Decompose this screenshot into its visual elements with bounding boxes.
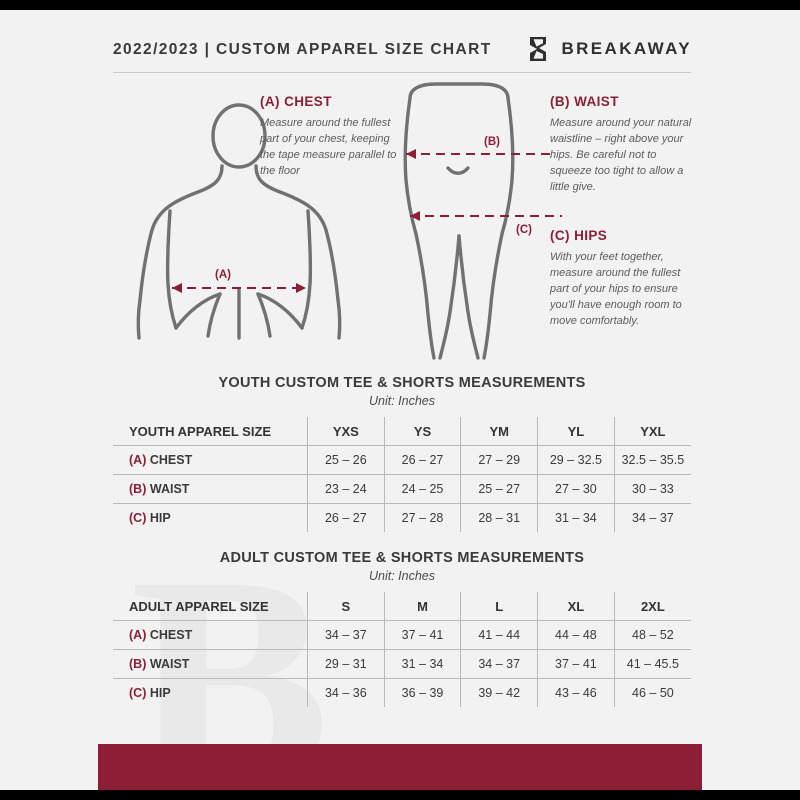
adult-r2-c1: 36 – 39 bbox=[384, 679, 461, 708]
adult-row-2-name: HIP bbox=[149, 686, 171, 700]
youth-row-0-name: CHEST bbox=[149, 453, 193, 467]
adult-r1-c3: 37 – 41 bbox=[538, 650, 615, 679]
adult-table-unit: Unit: Inches bbox=[368, 569, 435, 583]
youth-col-4: YXL bbox=[614, 417, 691, 446]
adult-row-0-tag: (A) bbox=[129, 628, 147, 642]
youth-r2-c3: 31 – 34 bbox=[538, 504, 615, 533]
youth-col-2: YM bbox=[461, 417, 538, 446]
callout-hips-title: (C) HIPS bbox=[550, 228, 608, 243]
header-divider bbox=[113, 72, 691, 73]
youth-r1-c0: 23 – 24 bbox=[308, 475, 385, 504]
youth-row-0-tag: (A) bbox=[129, 453, 147, 467]
table-row bbox=[113, 679, 691, 708]
adult-r0-c4: 48 – 52 bbox=[614, 621, 691, 650]
adult-row-0-label bbox=[113, 621, 308, 650]
size-chart-sheet bbox=[0, 10, 800, 790]
adult-r1-c0: 29 – 31 bbox=[308, 650, 385, 679]
youth-r0-c4: 32.5 – 35.5 bbox=[614, 446, 691, 475]
adult-header-label: ADULT APPAREL SIZE bbox=[113, 592, 308, 621]
document-header bbox=[0, 10, 800, 72]
waist-diagram-label: (B) bbox=[479, 136, 505, 148]
chest-diagram-label: (A) bbox=[210, 269, 236, 281]
callout-chest-title: (A) CHEST bbox=[260, 94, 332, 109]
youth-r1-c1: 24 – 25 bbox=[384, 475, 461, 504]
table-row bbox=[113, 475, 691, 504]
youth-r0-c3: 29 – 32.5 bbox=[538, 446, 615, 475]
youth-row-1-name: WAIST bbox=[149, 482, 190, 496]
adult-table-title: ADULT CUSTOM TEE & SHORTS MEASUREMENTS bbox=[219, 550, 585, 566]
youth-r0-c0: 25 – 26 bbox=[308, 446, 385, 475]
callout-hips-body: With your feet together, measure around the fullest part of your hips to ensure you'll have enough room to move comfortably. bbox=[550, 251, 682, 327]
youth-r0-c2: 27 – 29 bbox=[461, 446, 538, 475]
youth-table-unit: Unit: Inches bbox=[368, 394, 435, 408]
brand-lockup bbox=[527, 36, 692, 62]
callout-chest bbox=[260, 94, 405, 180]
callout-chest-body: Measure around the fullest part of your chest, keeping the tape measure parallel to the floor bbox=[260, 117, 397, 177]
adult-r0-c3: 44 – 48 bbox=[538, 621, 615, 650]
adult-col-3: XL bbox=[538, 592, 615, 621]
adult-row-0-name: CHEST bbox=[149, 628, 193, 642]
adult-r2-c4: 46 – 50 bbox=[614, 679, 691, 708]
youth-row-0-label bbox=[113, 446, 308, 475]
breakaway-logo-icon bbox=[527, 36, 549, 62]
adult-r2-c0: 34 – 36 bbox=[308, 679, 385, 708]
adult-r2-c2: 39 – 42 bbox=[461, 679, 538, 708]
youth-col-3: YL bbox=[538, 417, 615, 446]
adult-row-1-label bbox=[113, 650, 308, 679]
youth-r1-c4: 30 – 33 bbox=[614, 475, 691, 504]
youth-r1-c3: 27 – 30 bbox=[538, 475, 615, 504]
youth-size-table-block bbox=[113, 375, 691, 532]
callout-waist-title: (B) WAIST bbox=[550, 94, 619, 109]
adult-r0-c0: 34 – 37 bbox=[308, 621, 385, 650]
youth-r1-c2: 25 – 27 bbox=[461, 475, 538, 504]
brand-name: BREAKAWAY bbox=[561, 39, 692, 58]
callout-waist bbox=[550, 94, 700, 196]
adult-row-2-label bbox=[113, 679, 308, 708]
adult-col-2: L bbox=[461, 592, 538, 621]
adult-r1-c1: 31 – 34 bbox=[384, 650, 461, 679]
youth-r2-c2: 28 – 31 bbox=[461, 504, 538, 533]
adult-row-1-name: WAIST bbox=[149, 657, 190, 671]
adult-size-table bbox=[113, 592, 691, 707]
adult-r0-c2: 41 – 44 bbox=[461, 621, 538, 650]
adult-r1-c2: 34 – 37 bbox=[461, 650, 538, 679]
youth-row-2-tag: (C) bbox=[129, 511, 147, 525]
youth-r2-c0: 26 – 27 bbox=[308, 504, 385, 533]
adult-col-4: 2XL bbox=[614, 592, 691, 621]
callout-waist-body: Measure around your natural waistline – right above your hips. Be careful not to squeeze too tight to allow a little give. bbox=[550, 117, 692, 193]
adult-col-0: S bbox=[308, 592, 385, 621]
table-header-row bbox=[113, 592, 691, 621]
youth-r0-c1: 26 – 27 bbox=[384, 446, 461, 475]
adult-size-table-block bbox=[113, 550, 691, 707]
page-title: 2022/2023 | CUSTOM APPAREL SIZE CHART bbox=[113, 41, 492, 58]
youth-col-0: YXS bbox=[308, 417, 385, 446]
table-row bbox=[113, 621, 691, 650]
hip-diagram-label: (C) bbox=[511, 224, 537, 236]
measurement-illustration bbox=[110, 76, 695, 366]
youth-r2-c4: 34 – 37 bbox=[614, 504, 691, 533]
youth-header-label: YOUTH APPAREL SIZE bbox=[113, 417, 308, 446]
youth-col-1: YS bbox=[384, 417, 461, 446]
adult-col-1: M bbox=[384, 592, 461, 621]
footer-accent-bar bbox=[98, 744, 702, 790]
youth-table-title: YOUTH CUSTOM TEE & SHORTS MEASUREMENTS bbox=[218, 375, 586, 391]
youth-row-2-label bbox=[113, 504, 308, 533]
adult-r0-c1: 37 – 41 bbox=[384, 621, 461, 650]
youth-row-1-tag: (B) bbox=[129, 482, 147, 496]
adult-row-2-tag: (C) bbox=[129, 686, 147, 700]
callout-hips bbox=[550, 228, 700, 330]
adult-row-1-tag: (B) bbox=[129, 657, 147, 671]
table-header-row bbox=[113, 417, 691, 446]
adult-r2-c3: 43 – 46 bbox=[538, 679, 615, 708]
youth-row-1-label bbox=[113, 475, 308, 504]
table-row bbox=[113, 446, 691, 475]
youth-size-table bbox=[113, 417, 691, 532]
table-row bbox=[113, 504, 691, 533]
youth-r2-c1: 27 – 28 bbox=[384, 504, 461, 533]
table-row bbox=[113, 650, 691, 679]
youth-row-2-name: HIP bbox=[149, 511, 171, 525]
adult-r1-c4: 41 – 45.5 bbox=[614, 650, 691, 679]
